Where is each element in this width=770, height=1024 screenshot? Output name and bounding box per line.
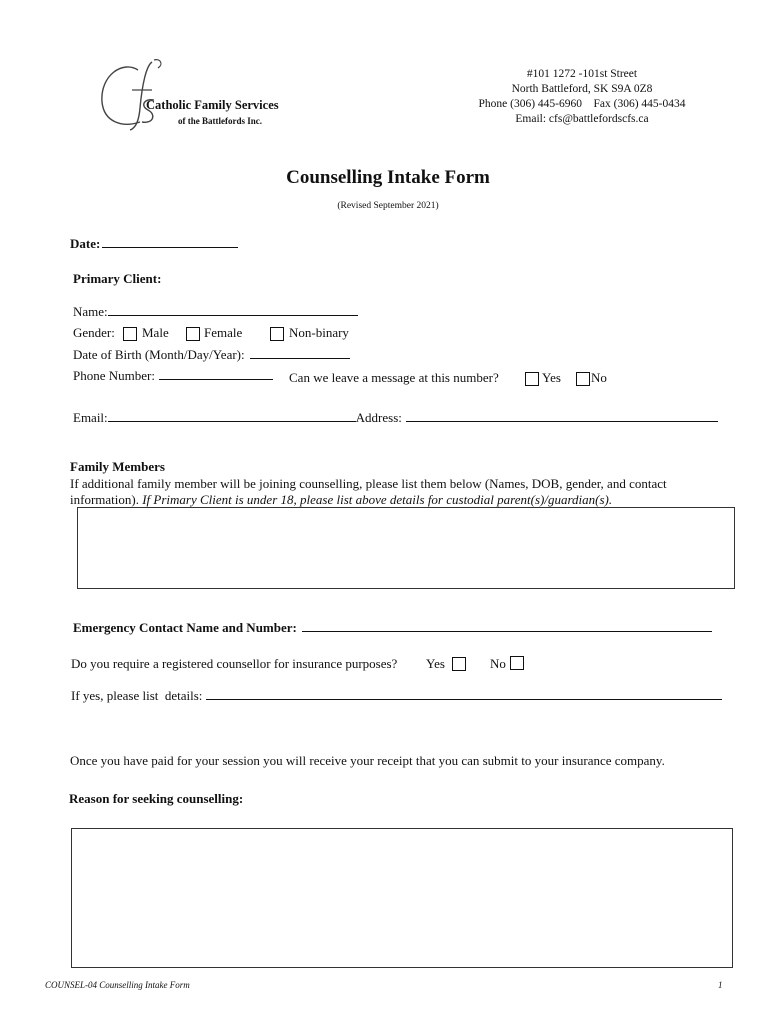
- insurance-question: Do you require a registered counsellor for insurance purposes?: [71, 656, 398, 671]
- logo-subname: of the Battlefords Inc.: [178, 116, 262, 126]
- address-line: Phone (306) 445-6960 Fax (306) 445-0434: [478, 98, 686, 110]
- family-heading: Family Members: [70, 459, 165, 474]
- family-text-italic: If Primary Client is under 18, please list above details for custodial parent(s)/guardian(s).: [142, 492, 613, 507]
- insurance-details-line[interactable]: [206, 699, 722, 700]
- name-line[interactable]: [108, 315, 358, 316]
- page-number: 1: [718, 980, 723, 990]
- address-label: Address:: [355, 410, 402, 425]
- address-block: [462, 67, 702, 127]
- nonbinary-checkbox[interactable]: [270, 327, 284, 341]
- message-question: Can we leave a message at this number?: [289, 370, 499, 385]
- message-no-checkbox[interactable]: [576, 372, 590, 386]
- date-line[interactable]: [102, 247, 238, 248]
- family-text: If additional family member will be joining counselling, please list them below (Names, DOB, gender, and contact: [70, 476, 667, 491]
- male-checkbox[interactable]: [123, 327, 137, 341]
- reason-heading: Reason for seeking counselling:: [69, 791, 244, 806]
- family-text-plain: information).: [70, 492, 143, 507]
- female-label: Female: [204, 325, 243, 340]
- name-field[interactable]: [73, 304, 358, 320]
- insurance-details-field[interactable]: [71, 688, 722, 704]
- email-field[interactable]: [73, 410, 718, 426]
- page-title: Counselling Intake Form: [286, 167, 490, 188]
- male-label: Male: [142, 325, 169, 340]
- address-line: #101 1272 -101st Street: [526, 68, 638, 80]
- date-field[interactable]: [70, 236, 238, 252]
- phone-field[interactable]: [73, 368, 273, 384]
- emergency-label: Emergency Contact Name and Number:: [73, 620, 297, 635]
- primary-client-heading: Primary Client:: [73, 271, 162, 286]
- emergency-line[interactable]: [302, 631, 712, 632]
- email-line[interactable]: [108, 421, 356, 422]
- message-no-label: No: [591, 370, 607, 385]
- logo-name: Catholic Family Services: [146, 98, 279, 112]
- message-yes-checkbox[interactable]: [525, 372, 539, 386]
- address-email: Email: cfs@battlefordscfs.ca: [515, 113, 649, 125]
- revised-note: (Revised September 2021): [337, 201, 439, 211]
- date-label: Date:: [70, 236, 101, 251]
- emergency-field[interactable]: [73, 620, 712, 636]
- insurance-no-label: No: [490, 656, 506, 671]
- reason-textbox[interactable]: [71, 828, 733, 968]
- family-text-2: [70, 492, 612, 508]
- family-members-textbox[interactable]: [77, 507, 735, 589]
- address-line: North Battleford, SK S9A 0Z8: [511, 83, 653, 95]
- insurance-yes-checkbox[interactable]: [452, 657, 466, 671]
- insurance-no-checkbox[interactable]: [510, 656, 524, 670]
- dob-label: Date of Birth (Month/Day/Year):: [73, 347, 245, 362]
- gender-label: Gender:: [73, 325, 115, 340]
- name-label: Name:: [73, 304, 108, 319]
- message-yes-label: Yes: [542, 370, 561, 385]
- phone-line[interactable]: [159, 379, 273, 380]
- logo-monogram-icon: [92, 56, 172, 132]
- phone-label: Phone Number:: [73, 368, 155, 383]
- receipt-note: Once you have paid for your session you will receive your receipt that you can submit to your insurance company.: [70, 753, 665, 768]
- address-line-input[interactable]: [406, 421, 718, 422]
- insurance-yes-label: Yes: [426, 656, 445, 671]
- footer-doc-id: COUNSEL-04 Counselling Intake Form: [45, 980, 190, 990]
- female-checkbox[interactable]: [186, 327, 200, 341]
- nonbinary-label: Non-binary: [289, 325, 349, 340]
- dob-field[interactable]: [73, 347, 350, 363]
- email-label: Email:: [73, 410, 108, 425]
- dob-line[interactable]: [250, 358, 350, 359]
- insurance-details-label: If yes, please list details:: [71, 688, 203, 703]
